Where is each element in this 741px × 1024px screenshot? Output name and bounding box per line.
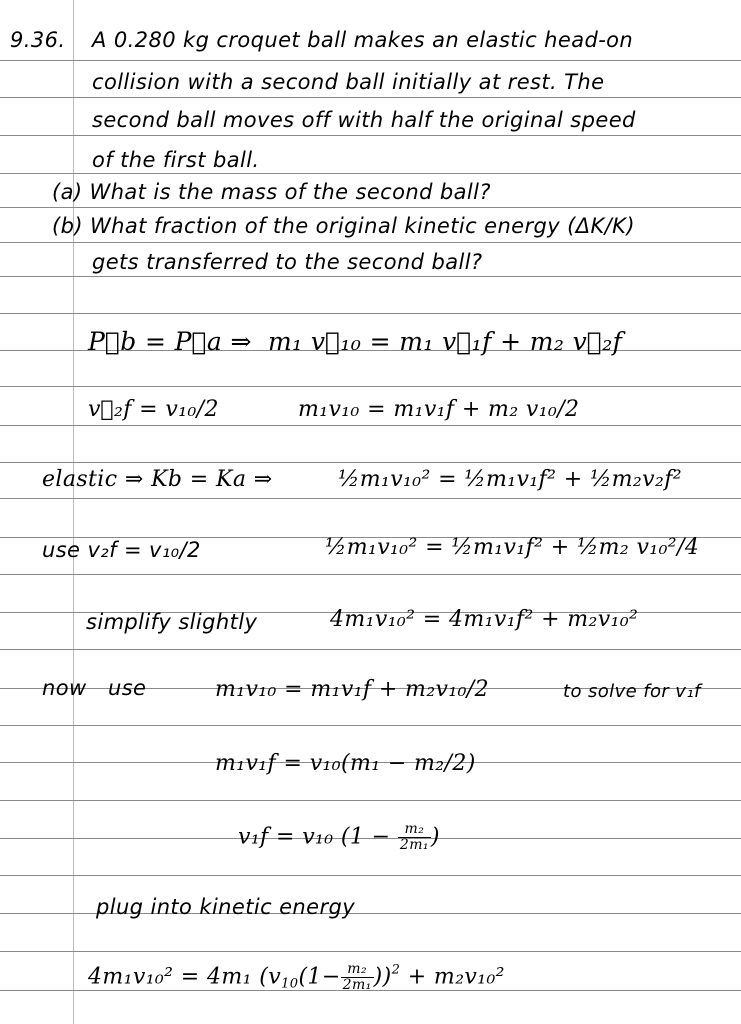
now-label: now: [42, 676, 87, 700]
m1v1f-equation: m₁v₁f = v₁₀(m₁ − m₂/2): [215, 751, 476, 776]
ruled-line: [0, 173, 741, 174]
use-label-2: use: [108, 676, 147, 700]
final-equation: 4m₁v₁₀² = 4m₁ ($v_{10}(1-$ $\frac{\text{m₂}}{\text{2m₁}}$ ))$^2$ + m₂v₁₀²: [88, 961, 505, 993]
momentum-restated: m₁v₁₀ = m₁v₁f + m₂v₁₀/2: [215, 677, 490, 702]
energy-conservation: ½m₁v₁₀² = ½m₁v₁f² + ½m₂v₂f²: [338, 467, 682, 492]
part-a: (a) What is the mass of the second ball?: [52, 180, 491, 204]
ruled-line: [0, 498, 741, 499]
ruled-line: [0, 462, 741, 463]
ruled-line: [0, 574, 741, 575]
ruled-line: [0, 649, 741, 650]
v2f-definition: v⃗₂f = v₁₀/2: [88, 397, 219, 422]
momentum-equation: m₁ v⃗₁₀ = m₁ v⃗₁f + m₂ v⃗₂f: [268, 327, 623, 356]
momentum-substituted: m₁v₁₀ = m₁v₁f + m₂ v₁₀/2: [298, 397, 580, 422]
plug-label: plug into kinetic energy: [96, 895, 356, 919]
ruled-line: [0, 425, 741, 426]
problem-line-1: A 0.280 kg croquet ball makes an elastic head-on: [92, 28, 634, 52]
energy-simplified: 4m₁v₁₀² = 4m₁v₁f² + m₂v₁₀²: [330, 607, 639, 632]
use-label: use v₂f = v₁₀/2: [42, 538, 201, 562]
ruled-line: [0, 135, 741, 136]
simplify-label: simplify slightly: [86, 610, 258, 634]
ruled-line: [0, 951, 741, 952]
ruled-line: [0, 875, 741, 876]
problem-line-3: second ball moves off with half the original speed: [92, 108, 636, 132]
ruled-line: [0, 313, 741, 314]
ruled-line: [0, 276, 741, 277]
momentum-conservation: P⃗b = P⃗a ⇒: [88, 327, 252, 356]
solve-label: to solve for v₁f: [563, 681, 701, 702]
ruled-line: [0, 207, 741, 208]
ruled-line: [0, 386, 741, 387]
ruled-line: [0, 60, 741, 61]
ruled-line: [0, 725, 741, 726]
energy-substituted: ½m₁v₁₀² = ½m₁v₁f² + ½m₂ v₁₀²/4: [325, 535, 700, 560]
problem-line-2: collision with a second ball initially at rest. The: [92, 70, 605, 94]
part-b-line-2: gets transferred to the second ball?: [92, 250, 483, 274]
problem-line-4: of the first ball.: [92, 148, 260, 172]
ruled-line: [0, 97, 741, 98]
part-b: (b) What fraction of the original kinetic energy (ΔK/K): [52, 214, 635, 238]
elastic-label: elastic ⇒ Kb = Ka ⇒: [42, 467, 273, 492]
ruled-line: [0, 242, 741, 243]
margin-line: [73, 0, 74, 1024]
v1f-equation: v₁f = v₁₀ (1 − $\frac{\text{m₂}}{\text{2m₁}}$ ): [238, 821, 440, 853]
problem-number: 9.36.: [10, 28, 66, 52]
ruled-line: [0, 800, 741, 801]
